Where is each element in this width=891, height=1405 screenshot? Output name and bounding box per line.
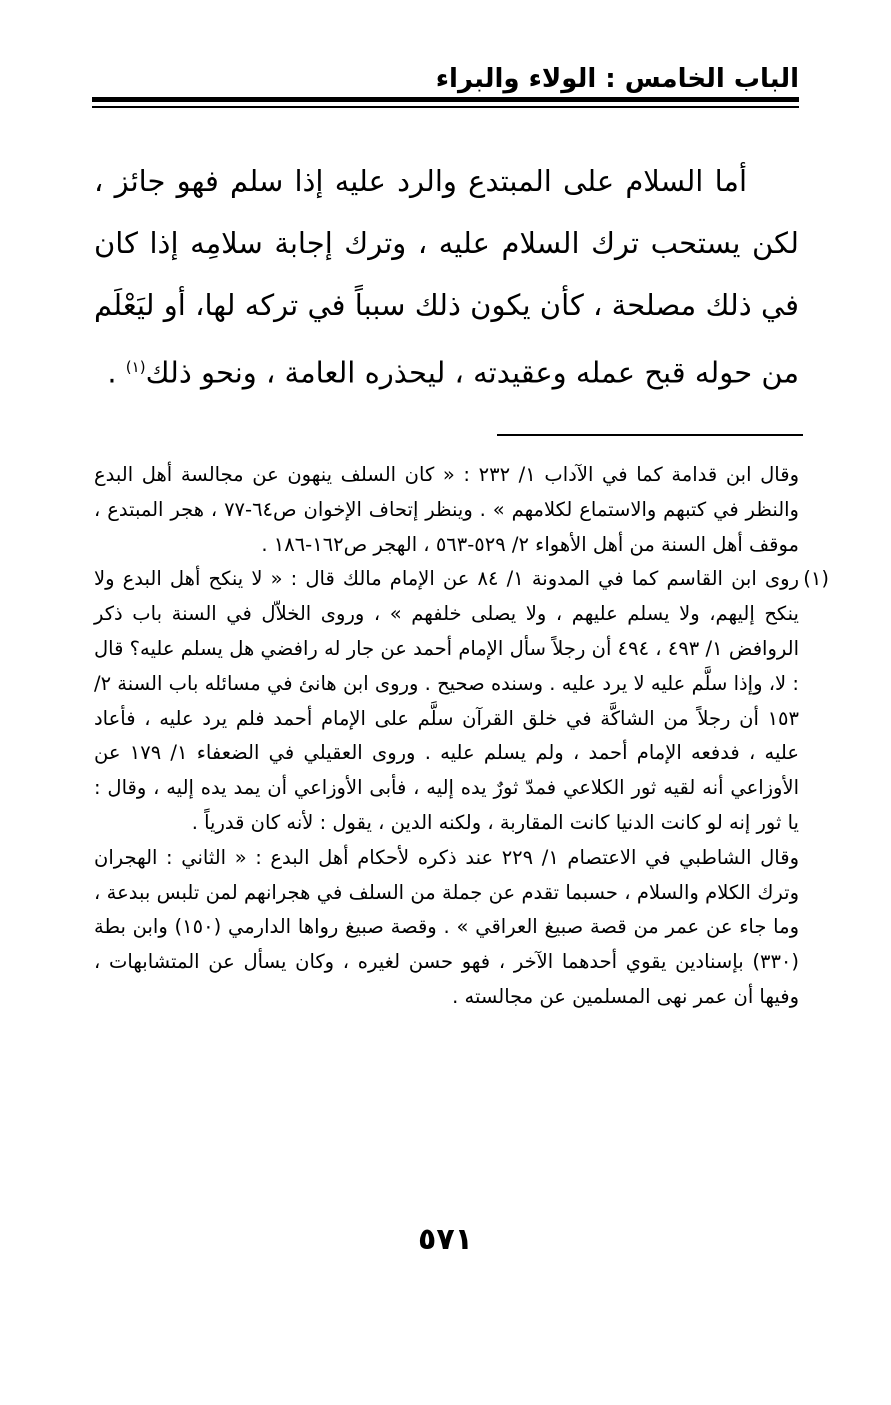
footnote-1-number: (١) <box>803 567 829 591</box>
footnote-1 <box>94 562 829 840</box>
footnote-continuation: وقال ابن قدامة كما في الآداب ١/ ٢٣٢ : « كان السلف ينهون عن مجالسة أهل البدع والنظر في كتبهم والاستماع لكلامهم » . وينظر إتحاف الإخوان ص٦٤-٧٧ ، هجر المبتدع ، موقف أهل السنة من أهل الأهواء ٢/ ٥٢٩-٥٦٣ ، الهجر ص١٦٢-١٨٦ . <box>94 463 799 556</box>
footnote-1-shatibi: وقال الشاطبي في الاعتصام ١/ ٢٢٩ عند ذكره لأحكام أهل البدع : « الثاني : الهجران وترك الكلام والسلام ، حسبما تقدم عن جملة من السلف في هجرانهم لمن تلبس ببدعة ، وما جاء عن عمر من قصة صبيغ العراقي » . وقصة صبيغ رواها الدارمي (١٥٠) وابن بطة (٣٣٠) بإسنادين يقوي أحدهما الآخر ، فهو حسن لغيره ، وكان يسأل عن المتشابهات ، وفيها أن عمر نهى المسلمين عن مجالسته . <box>94 845 799 1008</box>
main-paragraph-text: أما السلام على المبتدع والرد عليه إذا سلم فهو جائز ، لكن يستحب ترك السلام عليه ، وترك إجابة سلامِه إذا كان في ذلك مصلحة ، كأن يكون ذلك سبباً في تركه لها، أو ليَعْلَم من حوله قبح عمله وعقيدته ، ليحذره العامة ، ونحو ذلك <box>94 164 799 390</box>
chapter-header: الباب الخامس : الولاء والبراء <box>435 64 799 94</box>
main-paragraph-end: . <box>107 355 126 390</box>
footnote-reference: (١) <box>125 358 146 376</box>
main-paragraph <box>94 150 799 404</box>
footnotes-block <box>94 458 829 1015</box>
header-rule-thin <box>92 106 799 108</box>
footnote-1-text: روى ابن القاسم كما في المدونة ١/ ٨٤ عن الإمام مالك قال : « لا ينكح أهل البدع ولا ينكح إليهم، ولا يسلم عليهم ، ولا يصلى خلفهم » ، وروى الخلاّل في السنة باب ذكر الروافض ١/ ٤٩٣ ، ٤٩٤ أن رجلاً سأل الإمام أحمد عن جار له رافضي هل يسلم عليه؟ قال : لا، وإذا سلَّم عليه لا يرد عليه . وسنده صحيح . وروى ابن هانئ في مسائله باب السنة ٢/ ١٥٣ أن رجلاً من الشاكَّة في خلق القرآن سلَّم على الإمام أحمد فلم يرد عليه ، فأعاد عليه ، فدفعه الإمام أحمد ، ولم يسلم عليه . وروى العقيلي في الضعفاء ١/ ١٧٩ عن الأوزاعي أنه لقيه ثور الكلاعي فمدّ ثورٌ يده إليه ، فأبى الأوزاعي أن يمد يده إليه ، وقال : يا ثور إنه لو كانت الدنيا كانت المقاربة ، ولكنه الدين ، يقول : لأنه كان قدرياً . <box>94 567 799 834</box>
page-number: ٥٧١ <box>418 1222 473 1257</box>
footnote-separator <box>497 434 803 436</box>
header-rule-thick <box>92 97 799 102</box>
